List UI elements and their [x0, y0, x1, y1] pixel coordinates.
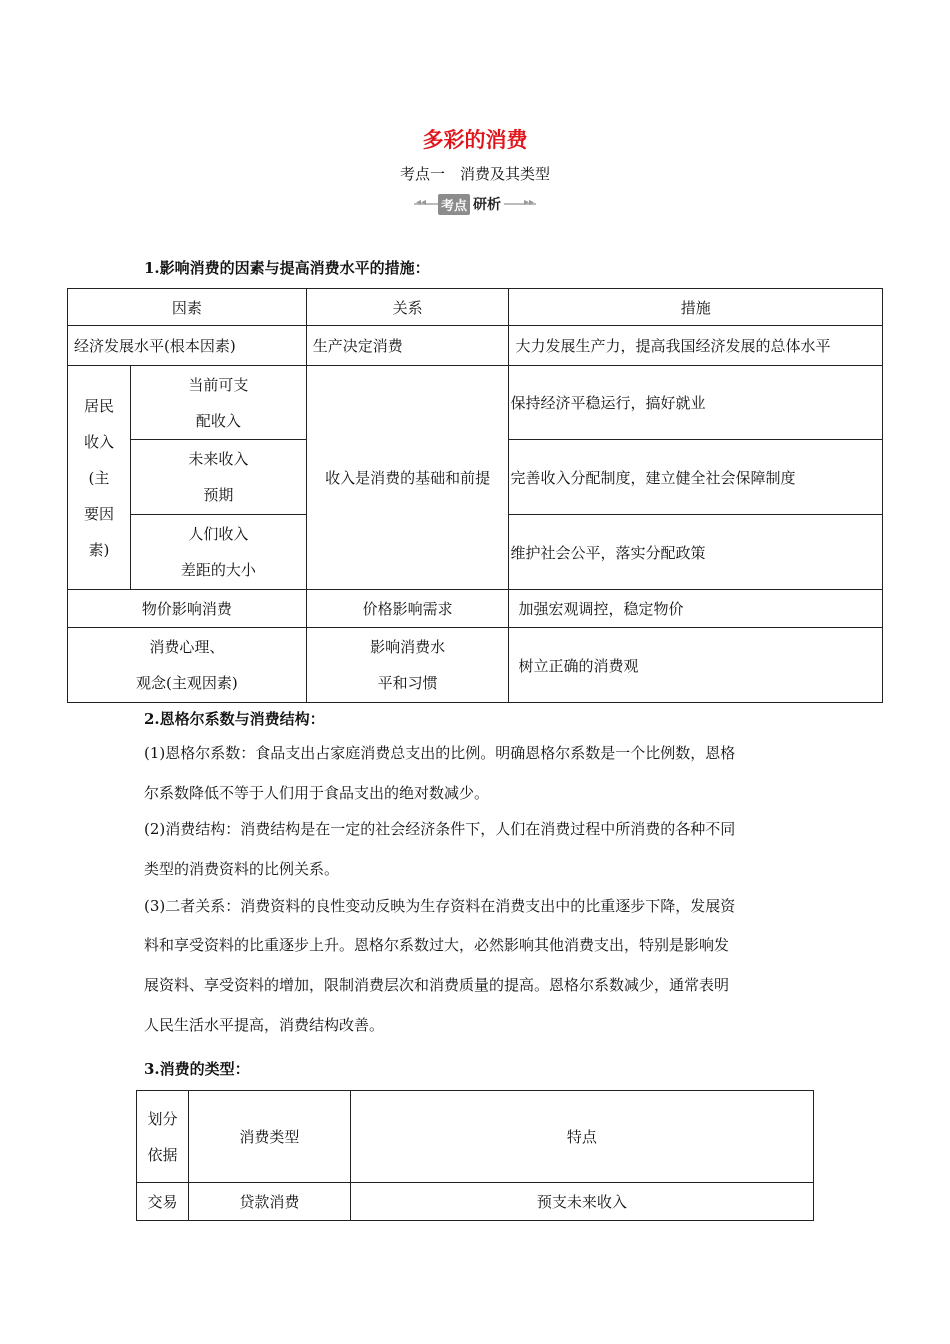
section2-line: (1)恩格尔系数：食品支出占家庭消费总支出的比例。明确恩格尔系数是一个比例数，恩格 — [144, 744, 736, 762]
types-table — [136, 1090, 814, 1221]
relation-cell: 生产决定消费 — [306, 326, 509, 366]
section2-line: 类型的消费资料的比例关系。 — [144, 860, 340, 878]
section2-heading: 2.恩格尔系数与消费结构： — [144, 710, 325, 728]
measure-cell: 完善收入分配制度，建立健全社会保障制度 — [509, 440, 883, 515]
factor-cell: 物价影响消费 — [68, 590, 307, 628]
relation-cell: 价格影响需求 — [306, 590, 509, 628]
header-relation: 关系 — [306, 289, 509, 326]
table-row — [68, 628, 883, 703]
section-badge — [0, 193, 950, 215]
factor-cell: 消费心理、 观念(主观因素) — [68, 628, 307, 703]
table-row — [137, 1183, 814, 1221]
factor-cell: 当前可支 配收入 — [130, 366, 306, 440]
page-title: 多彩的消费 — [422, 128, 528, 152]
measure-cell: 大力发展生产力，提高我国经济发展的总体水平 — [509, 326, 883, 366]
section1-heading: 1.影响消费的因素与提高消费水平的措施： — [144, 259, 430, 277]
factor-cell: 人们收入 差距的大小 — [130, 515, 306, 590]
table-row — [68, 590, 883, 628]
measure-cell: 保持经济平稳运行，搞好就业 — [509, 366, 883, 440]
table-header-row — [68, 289, 883, 326]
type-cell: 贷款消费 — [188, 1183, 350, 1221]
relation-cell: 收入是消费的基础和前提 — [306, 366, 509, 590]
income-group-label: 居民 收入 (主 要因 素) — [68, 366, 131, 590]
factor-cell: 未来收入 预期 — [130, 440, 306, 515]
badge-label-1: 考点 — [438, 194, 470, 215]
header-feature: 特点 — [350, 1091, 813, 1183]
header-type: 消费类型 — [188, 1091, 350, 1183]
header-basis: 划分 依据 — [137, 1091, 189, 1183]
section2-line: (3)二者关系：消费资料的良性变动反映为生存资料在消费支出中的比重逐步下降，发展资 — [144, 897, 736, 915]
right-arrow-icon: ▸▸ — [523, 197, 534, 208]
section2-line: 人民生活水平提高，消费结构改善。 — [144, 1016, 385, 1034]
header-factor: 因素 — [68, 289, 307, 326]
page-subtitle: 考点一 消费及其类型 — [399, 165, 550, 183]
measure-cell: 加强宏观调控，稳定物价 — [509, 590, 883, 628]
badge-label-2: 研析 — [470, 194, 504, 214]
left-arrow-icon: ◂◂ — [416, 197, 427, 208]
measure-cell: 维护社会公平，落实分配政策 — [509, 515, 883, 590]
section2-line: 尔系数降低不等于人们用于食品支出的绝对数减少。 — [144, 784, 490, 802]
factor-cell: 经济发展水平(根本因素) — [68, 326, 307, 366]
table-header-row — [137, 1091, 814, 1183]
section2-line: 展资料、享受资料的增加，限制消费层次和消费质量的提高。恩格尔系数减少，通常表明 — [144, 976, 730, 994]
section3-heading: 3.消费的类型： — [144, 1060, 250, 1078]
header-measure: 措施 — [509, 289, 883, 326]
relation-cell: 影响消费水 平和习惯 — [306, 628, 509, 703]
table-row — [68, 366, 883, 440]
factors-table — [67, 288, 883, 703]
section2-line: 料和享受资料的比重逐步上升。恩格尔系数过大，必然影响其他消费支出，特别是影响发 — [144, 936, 730, 954]
table-row — [68, 326, 883, 366]
feature-cell: 预支未来收入 — [350, 1183, 813, 1221]
measure-cell: 树立正确的消费观 — [509, 628, 883, 703]
basis-cell: 交易 — [137, 1183, 189, 1221]
section2-line: (2)消费结构：消费结构是在一定的社会经济条件下，人们在消费过程中所消费的各种不同 — [144, 820, 736, 838]
